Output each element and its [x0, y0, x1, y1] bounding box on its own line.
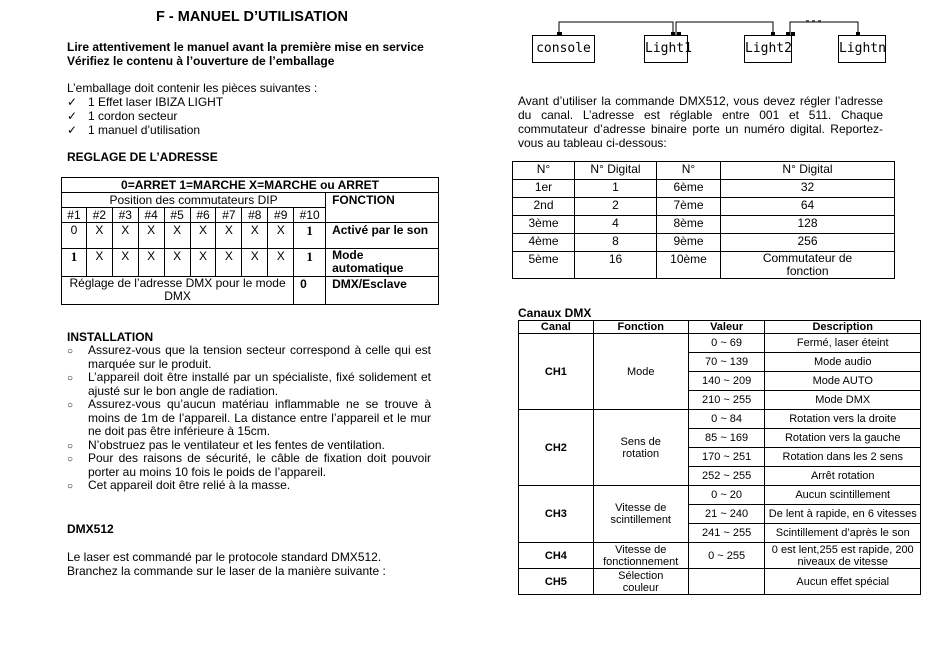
package-list — [67, 95, 223, 137]
console-box: console — [532, 35, 595, 63]
light1-box: Light1 — [644, 35, 688, 63]
table-row: 85 ~ 169 Rotation vers la gauche — [519, 429, 921, 448]
column-header: #1 — [62, 208, 87, 223]
table-row: 210 ~ 255 Mode DMX — [519, 391, 921, 410]
binary-table — [512, 161, 895, 279]
bullet-icon: ○ — [67, 454, 74, 465]
intro-line-1: Lire attentivement le manuel avant la première mise en service — [67, 40, 424, 54]
table-row: 0 X X X X X X X X 1 Activé par le son — [62, 223, 439, 249]
check-icon: ✓ — [67, 123, 78, 137]
bullet-icon: ○ — [67, 373, 74, 384]
list-item: ○ N’obstruez pas le ventilateur et les fentes de ventilation. — [67, 437, 385, 452]
function-header: FONCTION — [326, 193, 439, 223]
dmx512-heading: DMX512 — [67, 522, 114, 536]
table-row: CH1 Mode 0 ~ 69 Fermé, laser éteint — [519, 334, 921, 353]
bullet-icon: ○ — [67, 481, 74, 492]
table-header-row: Canal Fonction Valeur Description — [519, 321, 921, 334]
list-item: ✓ 1 cordon secteur — [67, 109, 178, 123]
package-heading: L’emballage doit contenir les pièces suivantes : — [67, 81, 318, 95]
column-header: #4 — [138, 208, 164, 223]
check-icon: ✓ — [67, 109, 78, 123]
table-row: 252 ~ 255 Arrêt rotation — [519, 467, 921, 486]
dip-header: Position des commutateurs DIP — [62, 193, 326, 208]
column-header: #9 — [268, 208, 294, 223]
table-row: CH5 Sélection couleur Aucun effet spécial — [519, 569, 921, 595]
table-row: 21 ~ 240 De lent à rapide, en 6 vitesses — [519, 505, 921, 524]
dmx512-text: Le laser est commandé par le protocole standard DMX512. Branchez la commande sur le laser de la manière suivante : — [67, 550, 386, 578]
list-item: ✓ 1 Effet laser IBIZA LIGHT — [67, 95, 224, 109]
table-row: 70 ~ 139 Mode audio — [519, 353, 921, 372]
column-header: #8 — [242, 208, 268, 223]
dmx-address-text: Avant d’utiliser la commande DMX512, vous devez régler l’adresse du canal. L’adresse est réglable entre 001 et 511. Chaque commutateur d’adresse binaire porte un numéro digital. Reportez-vous au tableau ci-dessous: — [518, 94, 883, 150]
table-row: 4ème 8 9ème 256 — [513, 234, 895, 252]
dmx-channels-table — [518, 320, 921, 595]
table-row: 5ème 16 10ème Commutateur de fonction — [513, 252, 895, 279]
table-row: 1 X X X X X X X X 1 Mode automatique — [62, 249, 439, 277]
intro-line-2: Vérifiez le contenu à l’ouverture de l’emballage — [67, 54, 335, 68]
address-heading: REGLAGE DE L’ADRESSE — [67, 150, 218, 164]
check-icon: ✓ — [67, 95, 78, 109]
installation-list — [67, 344, 431, 493]
column-header: #3 — [112, 208, 138, 223]
table-row: 170 ~ 251 Rotation dans les 2 sens — [519, 448, 921, 467]
light2-box: Light2 — [744, 35, 792, 63]
table-row: 2nd 2 7ème 64 — [513, 198, 895, 216]
installation-heading: INSTALLATION — [67, 330, 154, 344]
column-header: #10 — [294, 208, 326, 223]
intro — [67, 40, 424, 68]
list-item: ○ Assurez-vous que la tension secteur correspond à celle qui est marquée sur le produit. — [67, 343, 431, 371]
table-row: CH4 Vitesse de fonctionnement 0 ~ 255 0 est lent,255 est rapide, 200 niveaux de vitesse — [519, 543, 921, 569]
bullet-icon: ○ — [67, 400, 74, 411]
list-item: ○ Pour des raisons de sécurité, le câble de fixation doit pouvoir porter au moins 10 fois le poids de l’appareil. — [67, 451, 431, 479]
table-row: 140 ~ 209 Mode AUTO — [519, 372, 921, 391]
page-title: F - MANUEL D’UTILISATION — [156, 9, 348, 25]
cable-line — [676, 22, 773, 35]
lightn-box: Lightn — [838, 35, 886, 63]
bullet-icon: ○ — [67, 346, 74, 357]
table-row: 3ème 4 8ème 128 — [513, 216, 895, 234]
table-row: 1er 1 6ème 32 — [513, 180, 895, 198]
cable-line — [559, 22, 673, 35]
channels-heading: Canaux DMX — [518, 306, 592, 320]
column-header: #7 — [216, 208, 242, 223]
column-header: #5 — [164, 208, 190, 223]
list-item: ✓ 1 manuel d’utilisation — [67, 123, 201, 137]
list-item: ○ Cet appareil doit être relié à la masse. — [67, 478, 291, 492]
dip-switch-table — [61, 177, 439, 305]
column-header: #2 — [86, 208, 112, 223]
table-title: 0=ARRET 1=MARCHE X=MARCHE ou ARRET — [62, 178, 439, 193]
bullet-icon: ○ — [67, 440, 74, 452]
table-row: 241 ~ 255 Scintillement d’après le son — [519, 524, 921, 543]
column-header: #6 — [190, 208, 216, 223]
cable-line — [790, 22, 858, 35]
table-row: Réglage de l’adresse DMX pour le mode DMX 0 DMX/Esclave — [62, 277, 439, 305]
table-header-row: N° N° Digital N° N° Digital — [513, 162, 895, 180]
table-row: CH2 Sens de rotation 0 ~ 84 Rotation vers la droite — [519, 410, 921, 429]
table-row: CH3 Vitesse de scintillement 0 ~ 20 Aucun scintillement — [519, 486, 921, 505]
list-item: ○ Assurez-vous qu’aucun matériau inflammable ne se trouve à moins de 1m de l’appareil. La distance entre l’appareil et le mur ne doit pas être inférieure à 15cm. — [67, 397, 431, 438]
list-item: ○ L’appareil doit être installé par un spécialiste, fixé solidement et ajusté sur le bon angle de radiation. — [67, 370, 431, 398]
